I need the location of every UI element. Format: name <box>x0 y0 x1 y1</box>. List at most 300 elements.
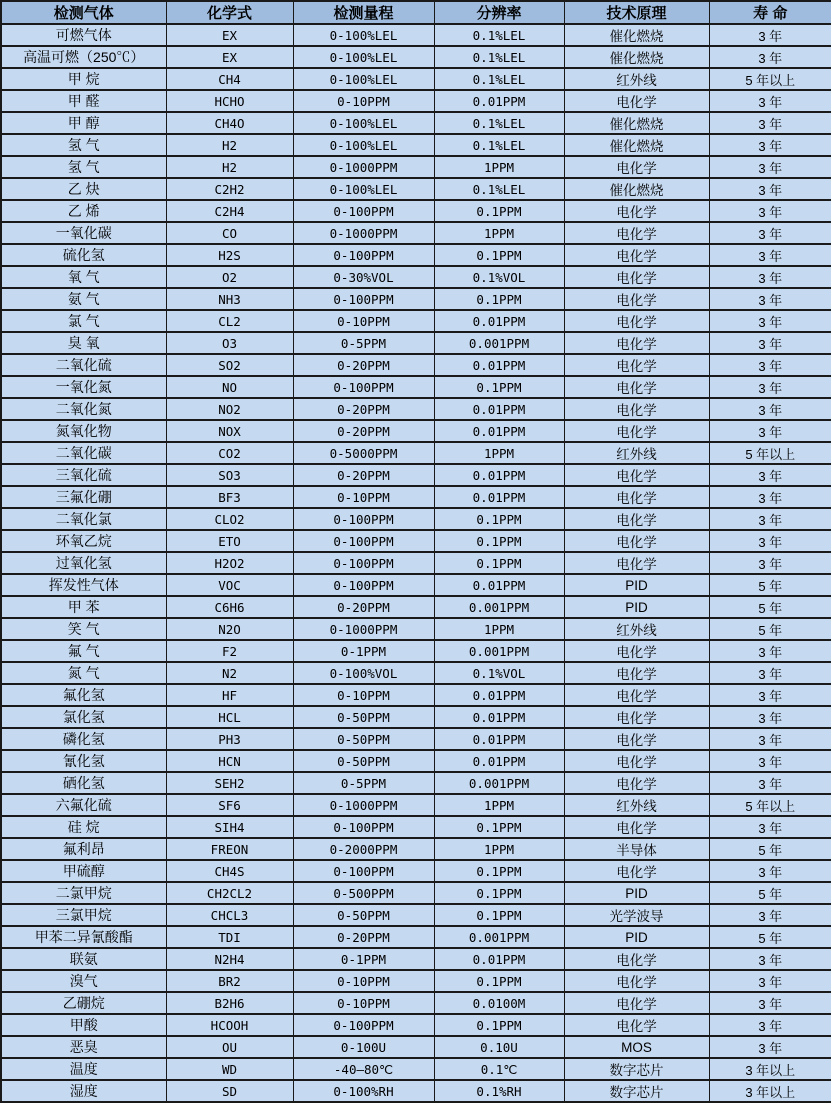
detection-range-cell: 0-50PPM <box>293 728 434 750</box>
chemical-formula-cell: H2S <box>166 244 293 266</box>
table-row <box>1 112 831 134</box>
technology-principle-cell: 电化学 <box>564 662 709 684</box>
technology-principle-cell: 催化燃烧 <box>564 112 709 134</box>
lifespan-cell: 3 年 <box>709 750 831 772</box>
chemical-formula-cell: WD <box>166 1058 293 1080</box>
chemical-formula-cell: BF3 <box>166 486 293 508</box>
gas-name-cell: 溴气 <box>1 970 166 992</box>
technology-principle-cell: 电化学 <box>564 750 709 772</box>
lifespan-cell: 3 年 <box>709 684 831 706</box>
chemical-formula-cell: CH4 <box>166 68 293 90</box>
table-row <box>1 398 831 420</box>
technology-principle-cell: 电化学 <box>564 552 709 574</box>
column-header-technology-principle: 技术原理 <box>564 1 709 24</box>
lifespan-cell: 5 年以上 <box>709 442 831 464</box>
chemical-formula-cell: ETO <box>166 530 293 552</box>
technology-principle-cell: 电化学 <box>564 90 709 112</box>
resolution-cell: 0.001PPM <box>434 596 564 618</box>
gas-name-cell: 氮氧化物 <box>1 420 166 442</box>
lifespan-cell: 3 年 <box>709 156 831 178</box>
gas-name-cell: 笑 气 <box>1 618 166 640</box>
table-row <box>1 838 831 860</box>
resolution-cell: 0.1PPM <box>434 288 564 310</box>
resolution-cell: 0.01PPM <box>434 354 564 376</box>
resolution-cell: 0.1%LEL <box>434 68 564 90</box>
chemical-formula-cell: NOX <box>166 420 293 442</box>
detection-range-cell: 0-500PPM <box>293 882 434 904</box>
table-row <box>1 772 831 794</box>
resolution-cell: 0.1%VOL <box>434 662 564 684</box>
lifespan-cell: 3 年 <box>709 508 831 530</box>
lifespan-cell: 3 年 <box>709 706 831 728</box>
chemical-formula-cell: C6H6 <box>166 596 293 618</box>
detection-range-cell: 0-100%VOL <box>293 662 434 684</box>
technology-principle-cell: 电化学 <box>564 684 709 706</box>
resolution-cell: 0.1PPM <box>434 200 564 222</box>
lifespan-cell: 3 年 <box>709 860 831 882</box>
table-row <box>1 992 831 1014</box>
table-row <box>1 222 831 244</box>
technology-principle-cell: 电化学 <box>564 772 709 794</box>
table-row <box>1 508 831 530</box>
lifespan-cell: 3 年 <box>709 288 831 310</box>
chemical-formula-cell: HCL <box>166 706 293 728</box>
lifespan-cell: 3 年 <box>709 992 831 1014</box>
chemical-formula-cell: CLO2 <box>166 508 293 530</box>
technology-principle-cell: 电化学 <box>564 156 709 178</box>
technology-principle-cell: 红外线 <box>564 68 709 90</box>
chemical-formula-cell: SO2 <box>166 354 293 376</box>
gas-name-cell: 六氟化硫 <box>1 794 166 816</box>
technology-principle-cell: 电化学 <box>564 244 709 266</box>
table-row <box>1 882 831 904</box>
table-row <box>1 1014 831 1036</box>
technology-principle-cell: 催化燃烧 <box>564 134 709 156</box>
chemical-formula-cell: H2 <box>166 156 293 178</box>
technology-principle-cell: 电化学 <box>564 860 709 882</box>
column-header-detection-range: 检测量程 <box>293 1 434 24</box>
gas-name-cell: 甲 醛 <box>1 90 166 112</box>
detection-range-cell: 0-20PPM <box>293 398 434 420</box>
table-row <box>1 684 831 706</box>
table-row <box>1 200 831 222</box>
gas-name-cell: 乙硼烷 <box>1 992 166 1014</box>
resolution-cell: 0.1℃ <box>434 1058 564 1080</box>
table-row <box>1 728 831 750</box>
table-row <box>1 1080 831 1102</box>
technology-principle-cell: 电化学 <box>564 332 709 354</box>
lifespan-cell: 3 年 <box>709 464 831 486</box>
chemical-formula-cell: CO2 <box>166 442 293 464</box>
lifespan-cell: 5 年 <box>709 618 831 640</box>
resolution-cell: 1PPM <box>434 838 564 860</box>
technology-principle-cell: 电化学 <box>564 530 709 552</box>
detection-range-cell: 0-100PPM <box>293 860 434 882</box>
technology-principle-cell: 半导体 <box>564 838 709 860</box>
detection-range-cell: 0-20PPM <box>293 926 434 948</box>
chemical-formula-cell: EX <box>166 24 293 46</box>
table-row <box>1 442 831 464</box>
chemical-formula-cell: B2H6 <box>166 992 293 1014</box>
gas-name-cell: 甲硫醇 <box>1 860 166 882</box>
gas-name-cell: 联氨 <box>1 948 166 970</box>
technology-principle-cell: PID <box>564 926 709 948</box>
lifespan-cell: 5 年以上 <box>709 794 831 816</box>
lifespan-cell: 3 年 <box>709 948 831 970</box>
table-row <box>1 266 831 288</box>
resolution-cell: 0.1%LEL <box>434 112 564 134</box>
lifespan-cell: 3 年 <box>709 552 831 574</box>
detection-range-cell: 0-10PPM <box>293 90 434 112</box>
detection-range-cell: 0-50PPM <box>293 904 434 926</box>
technology-principle-cell: 电化学 <box>564 464 709 486</box>
lifespan-cell: 5 年 <box>709 574 831 596</box>
table-row <box>1 530 831 552</box>
table-row <box>1 904 831 926</box>
table-row <box>1 464 831 486</box>
resolution-cell: 0.10U <box>434 1036 564 1058</box>
detection-range-cell: 0-100PPM <box>293 508 434 530</box>
detection-range-cell: 0-1000PPM <box>293 794 434 816</box>
resolution-cell: 0.01PPM <box>434 420 564 442</box>
table-row <box>1 24 831 46</box>
technology-principle-cell: 电化学 <box>564 728 709 750</box>
technology-principle-cell: MOS <box>564 1036 709 1058</box>
technology-principle-cell: 电化学 <box>564 948 709 970</box>
resolution-cell: 0.1%LEL <box>434 24 564 46</box>
lifespan-cell: 3 年 <box>709 904 831 926</box>
lifespan-cell: 5 年 <box>709 926 831 948</box>
resolution-cell: 1PPM <box>434 618 564 640</box>
gas-name-cell: 甲苯二异氰酸酯 <box>1 926 166 948</box>
gas-name-cell: 硅 烷 <box>1 816 166 838</box>
chemical-formula-cell: N2 <box>166 662 293 684</box>
gas-name-cell: 二氯甲烷 <box>1 882 166 904</box>
table-row <box>1 68 831 90</box>
resolution-cell: 0.01PPM <box>434 464 564 486</box>
gas-name-cell: 氮 气 <box>1 662 166 684</box>
chemical-formula-cell: C2H2 <box>166 178 293 200</box>
detection-range-cell: 0-100%LEL <box>293 134 434 156</box>
lifespan-cell: 3 年 <box>709 332 831 354</box>
resolution-cell: 0.01PPM <box>434 948 564 970</box>
technology-principle-cell: 电化学 <box>564 640 709 662</box>
chemical-formula-cell: F2 <box>166 640 293 662</box>
gas-name-cell: 氟 气 <box>1 640 166 662</box>
chemical-formula-cell: NO <box>166 376 293 398</box>
column-header-lifespan: 寿 命 <box>709 1 831 24</box>
resolution-cell: 0.1%LEL <box>434 46 564 68</box>
table-row <box>1 794 831 816</box>
detection-range-cell: 0-1PPM <box>293 640 434 662</box>
gas-name-cell: 环氧乙烷 <box>1 530 166 552</box>
table-row <box>1 244 831 266</box>
gas-name-cell: 二氧化氯 <box>1 508 166 530</box>
resolution-cell: 1PPM <box>434 156 564 178</box>
lifespan-cell: 3 年 <box>709 90 831 112</box>
resolution-cell: 0.1PPM <box>434 882 564 904</box>
detection-range-cell: 0-1000PPM <box>293 156 434 178</box>
detection-range-cell: 0-20PPM <box>293 464 434 486</box>
detection-range-cell: 0-10PPM <box>293 970 434 992</box>
detection-range-cell: 0-20PPM <box>293 420 434 442</box>
resolution-cell: 0.1PPM <box>434 508 564 530</box>
technology-principle-cell: PID <box>564 596 709 618</box>
resolution-cell: 0.01PPM <box>434 684 564 706</box>
resolution-cell: 0.1PPM <box>434 376 564 398</box>
chemical-formula-cell: OU <box>166 1036 293 1058</box>
resolution-cell: 0.1%VOL <box>434 266 564 288</box>
detection-range-cell: 0-100%RH <box>293 1080 434 1102</box>
gas-name-cell: 一氧化碳 <box>1 222 166 244</box>
table-row <box>1 816 831 838</box>
detection-range-cell: 0-5000PPM <box>293 442 434 464</box>
lifespan-cell: 3 年 <box>709 222 831 244</box>
gas-name-cell: 二氧化碳 <box>1 442 166 464</box>
gas-name-cell: 温度 <box>1 1058 166 1080</box>
lifespan-cell: 3 年 <box>709 46 831 68</box>
technology-principle-cell: 催化燃烧 <box>564 46 709 68</box>
chemical-formula-cell: CHCL3 <box>166 904 293 926</box>
lifespan-cell: 5 年以上 <box>709 68 831 90</box>
gas-name-cell: 臭 氧 <box>1 332 166 354</box>
chemical-formula-cell: O3 <box>166 332 293 354</box>
chemical-formula-cell: SF6 <box>166 794 293 816</box>
chemical-formula-cell: N2O <box>166 618 293 640</box>
gas-name-cell: 甲 烷 <box>1 68 166 90</box>
detection-range-cell: 0-100PPM <box>293 376 434 398</box>
gas-name-cell: 二氧化硫 <box>1 354 166 376</box>
resolution-cell: 1PPM <box>434 442 564 464</box>
chemical-formula-cell: TDI <box>166 926 293 948</box>
resolution-cell: 0.1PPM <box>434 904 564 926</box>
resolution-cell: 0.01PPM <box>434 398 564 420</box>
gas-name-cell: 乙 炔 <box>1 178 166 200</box>
table-row <box>1 970 831 992</box>
resolution-cell: 0.1PPM <box>434 816 564 838</box>
chemical-formula-cell: CH4S <box>166 860 293 882</box>
gas-name-cell: 三氟化硼 <box>1 486 166 508</box>
resolution-cell: 0.1PPM <box>434 970 564 992</box>
gas-name-cell: 氨 气 <box>1 288 166 310</box>
table-row <box>1 420 831 442</box>
resolution-cell: 0.1%LEL <box>434 178 564 200</box>
gas-name-cell: 挥发性气体 <box>1 574 166 596</box>
lifespan-cell: 3 年 <box>709 486 831 508</box>
chemical-formula-cell: HCHO <box>166 90 293 112</box>
technology-principle-cell: 电化学 <box>564 816 709 838</box>
chemical-formula-cell: N2H4 <box>166 948 293 970</box>
resolution-cell: 0.001PPM <box>434 640 564 662</box>
lifespan-cell: 3 年 <box>709 376 831 398</box>
detection-range-cell: 0-50PPM <box>293 706 434 728</box>
technology-principle-cell: 电化学 <box>564 420 709 442</box>
resolution-cell: 0.001PPM <box>434 772 564 794</box>
technology-principle-cell: 电化学 <box>564 992 709 1014</box>
gas-name-cell: 恶臭 <box>1 1036 166 1058</box>
technology-principle-cell: 电化学 <box>564 266 709 288</box>
detection-range-cell: 0-10PPM <box>293 486 434 508</box>
gas-name-cell: 三氧化硫 <box>1 464 166 486</box>
chemical-formula-cell: BR2 <box>166 970 293 992</box>
table-body <box>1 24 831 1102</box>
technology-principle-cell: 电化学 <box>564 288 709 310</box>
resolution-cell: 1PPM <box>434 222 564 244</box>
technology-principle-cell: 数字芯片 <box>564 1080 709 1102</box>
technology-principle-cell: 催化燃烧 <box>564 178 709 200</box>
table-row <box>1 90 831 112</box>
table-row <box>1 46 831 68</box>
technology-principle-cell: 电化学 <box>564 398 709 420</box>
table-row <box>1 156 831 178</box>
lifespan-cell: 3 年 <box>709 816 831 838</box>
table-header <box>1 1 831 24</box>
table-row <box>1 376 831 398</box>
chemical-formula-cell: H2 <box>166 134 293 156</box>
table-row <box>1 662 831 684</box>
gas-name-cell: 可燃气体 <box>1 24 166 46</box>
gas-name-cell: 硫化氢 <box>1 244 166 266</box>
resolution-cell: 0.1%LEL <box>434 134 564 156</box>
detection-range-cell: 0-50PPM <box>293 750 434 772</box>
detection-range-cell: 0-100%LEL <box>293 68 434 90</box>
gas-name-cell: 氯 气 <box>1 310 166 332</box>
chemical-formula-cell: SD <box>166 1080 293 1102</box>
resolution-cell: 0.001PPM <box>434 926 564 948</box>
gas-name-cell: 氟利昂 <box>1 838 166 860</box>
table-row <box>1 596 831 618</box>
table-row <box>1 1058 831 1080</box>
table-header-row <box>1 1 831 24</box>
lifespan-cell: 3 年 <box>709 134 831 156</box>
gas-name-cell: 高温可燃（250℃） <box>1 46 166 68</box>
detection-range-cell: 0-100PPM <box>293 288 434 310</box>
gas-name-cell: 三氯甲烷 <box>1 904 166 926</box>
chemical-formula-cell: HF <box>166 684 293 706</box>
resolution-cell: 0.1PPM <box>434 1014 564 1036</box>
detection-range-cell: 0-100PPM <box>293 1014 434 1036</box>
gas-name-cell: 二氧化氮 <box>1 398 166 420</box>
lifespan-cell: 3 年 <box>709 530 831 552</box>
detection-range-cell: 0-100%LEL <box>293 24 434 46</box>
table-row <box>1 706 831 728</box>
lifespan-cell: 3 年 <box>709 354 831 376</box>
lifespan-cell: 3 年 <box>709 398 831 420</box>
resolution-cell: 0.001PPM <box>434 332 564 354</box>
lifespan-cell: 3 年 <box>709 266 831 288</box>
detection-range-cell: 0-10PPM <box>293 992 434 1014</box>
lifespan-cell: 3 年以上 <box>709 1058 831 1080</box>
lifespan-cell: 5 年 <box>709 882 831 904</box>
detection-range-cell: 0-5PPM <box>293 332 434 354</box>
technology-principle-cell: 红外线 <box>564 794 709 816</box>
chemical-formula-cell: H2O2 <box>166 552 293 574</box>
lifespan-cell: 3 年 <box>709 728 831 750</box>
table-row <box>1 1036 831 1058</box>
chemical-formula-cell: HCN <box>166 750 293 772</box>
lifespan-cell: 3 年 <box>709 1014 831 1036</box>
detection-range-cell: 0-100U <box>293 1036 434 1058</box>
lifespan-cell: 3 年 <box>709 1036 831 1058</box>
gas-name-cell: 氢 气 <box>1 156 166 178</box>
chemical-formula-cell: SO3 <box>166 464 293 486</box>
technology-principle-cell: 红外线 <box>564 442 709 464</box>
resolution-cell: 0.01PPM <box>434 310 564 332</box>
resolution-cell: 0.0100M <box>434 992 564 1014</box>
technology-principle-cell: 红外线 <box>564 618 709 640</box>
detection-range-cell: 0-5PPM <box>293 772 434 794</box>
gas-name-cell: 氯化氢 <box>1 706 166 728</box>
table-row <box>1 860 831 882</box>
detection-range-cell: 0-100PPM <box>293 244 434 266</box>
gas-name-cell: 甲 苯 <box>1 596 166 618</box>
resolution-cell: 0.01PPM <box>434 486 564 508</box>
table-row <box>1 354 831 376</box>
lifespan-cell: 3 年 <box>709 244 831 266</box>
lifespan-cell: 3 年 <box>709 310 831 332</box>
detection-range-cell: 0-2000PPM <box>293 838 434 860</box>
detection-range-cell: 0-30%VOL <box>293 266 434 288</box>
technology-principle-cell: 光学波导 <box>564 904 709 926</box>
lifespan-cell: 5 年 <box>709 838 831 860</box>
column-header-chemical-formula: 化学式 <box>166 1 293 24</box>
gas-name-cell: 甲 醇 <box>1 112 166 134</box>
detection-range-cell: -40—80℃ <box>293 1058 434 1080</box>
gas-name-cell: 氟化氢 <box>1 684 166 706</box>
table-row <box>1 332 831 354</box>
detection-range-cell: 0-100%LEL <box>293 46 434 68</box>
column-header-gas-name: 检测气体 <box>1 1 166 24</box>
table-row <box>1 552 831 574</box>
detection-range-cell: 0-10PPM <box>293 684 434 706</box>
resolution-cell: 0.1PPM <box>434 860 564 882</box>
resolution-cell: 0.01PPM <box>434 90 564 112</box>
table-row <box>1 948 831 970</box>
chemical-formula-cell: C2H4 <box>166 200 293 222</box>
gas-name-cell: 一氧化氮 <box>1 376 166 398</box>
gas-name-cell: 氧 气 <box>1 266 166 288</box>
column-header-resolution: 分辨率 <box>434 1 564 24</box>
lifespan-cell: 3 年 <box>709 662 831 684</box>
chemical-formula-cell: FREON <box>166 838 293 860</box>
technology-principle-cell: 数字芯片 <box>564 1058 709 1080</box>
technology-principle-cell: 电化学 <box>564 1014 709 1036</box>
technology-principle-cell: 电化学 <box>564 706 709 728</box>
detection-range-cell: 0-20PPM <box>293 354 434 376</box>
detection-range-cell: 0-100PPM <box>293 552 434 574</box>
gas-name-cell: 磷化氢 <box>1 728 166 750</box>
technology-principle-cell: 电化学 <box>564 970 709 992</box>
detection-range-cell: 0-100PPM <box>293 816 434 838</box>
lifespan-cell: 3 年 <box>709 970 831 992</box>
chemical-formula-cell: EX <box>166 46 293 68</box>
table-row <box>1 750 831 772</box>
resolution-cell: 0.1%RH <box>434 1080 564 1102</box>
technology-principle-cell: 电化学 <box>564 354 709 376</box>
lifespan-cell: 3 年 <box>709 772 831 794</box>
resolution-cell: 0.1PPM <box>434 244 564 266</box>
gas-name-cell: 氢 气 <box>1 134 166 156</box>
detection-range-cell: 0-1PPM <box>293 948 434 970</box>
chemical-formula-cell: CL2 <box>166 310 293 332</box>
chemical-formula-cell: NH3 <box>166 288 293 310</box>
table-row <box>1 486 831 508</box>
table-row <box>1 640 831 662</box>
technology-principle-cell: 电化学 <box>564 508 709 530</box>
chemical-formula-cell: SIH4 <box>166 816 293 838</box>
table-row <box>1 574 831 596</box>
detection-range-cell: 0-100%LEL <box>293 178 434 200</box>
